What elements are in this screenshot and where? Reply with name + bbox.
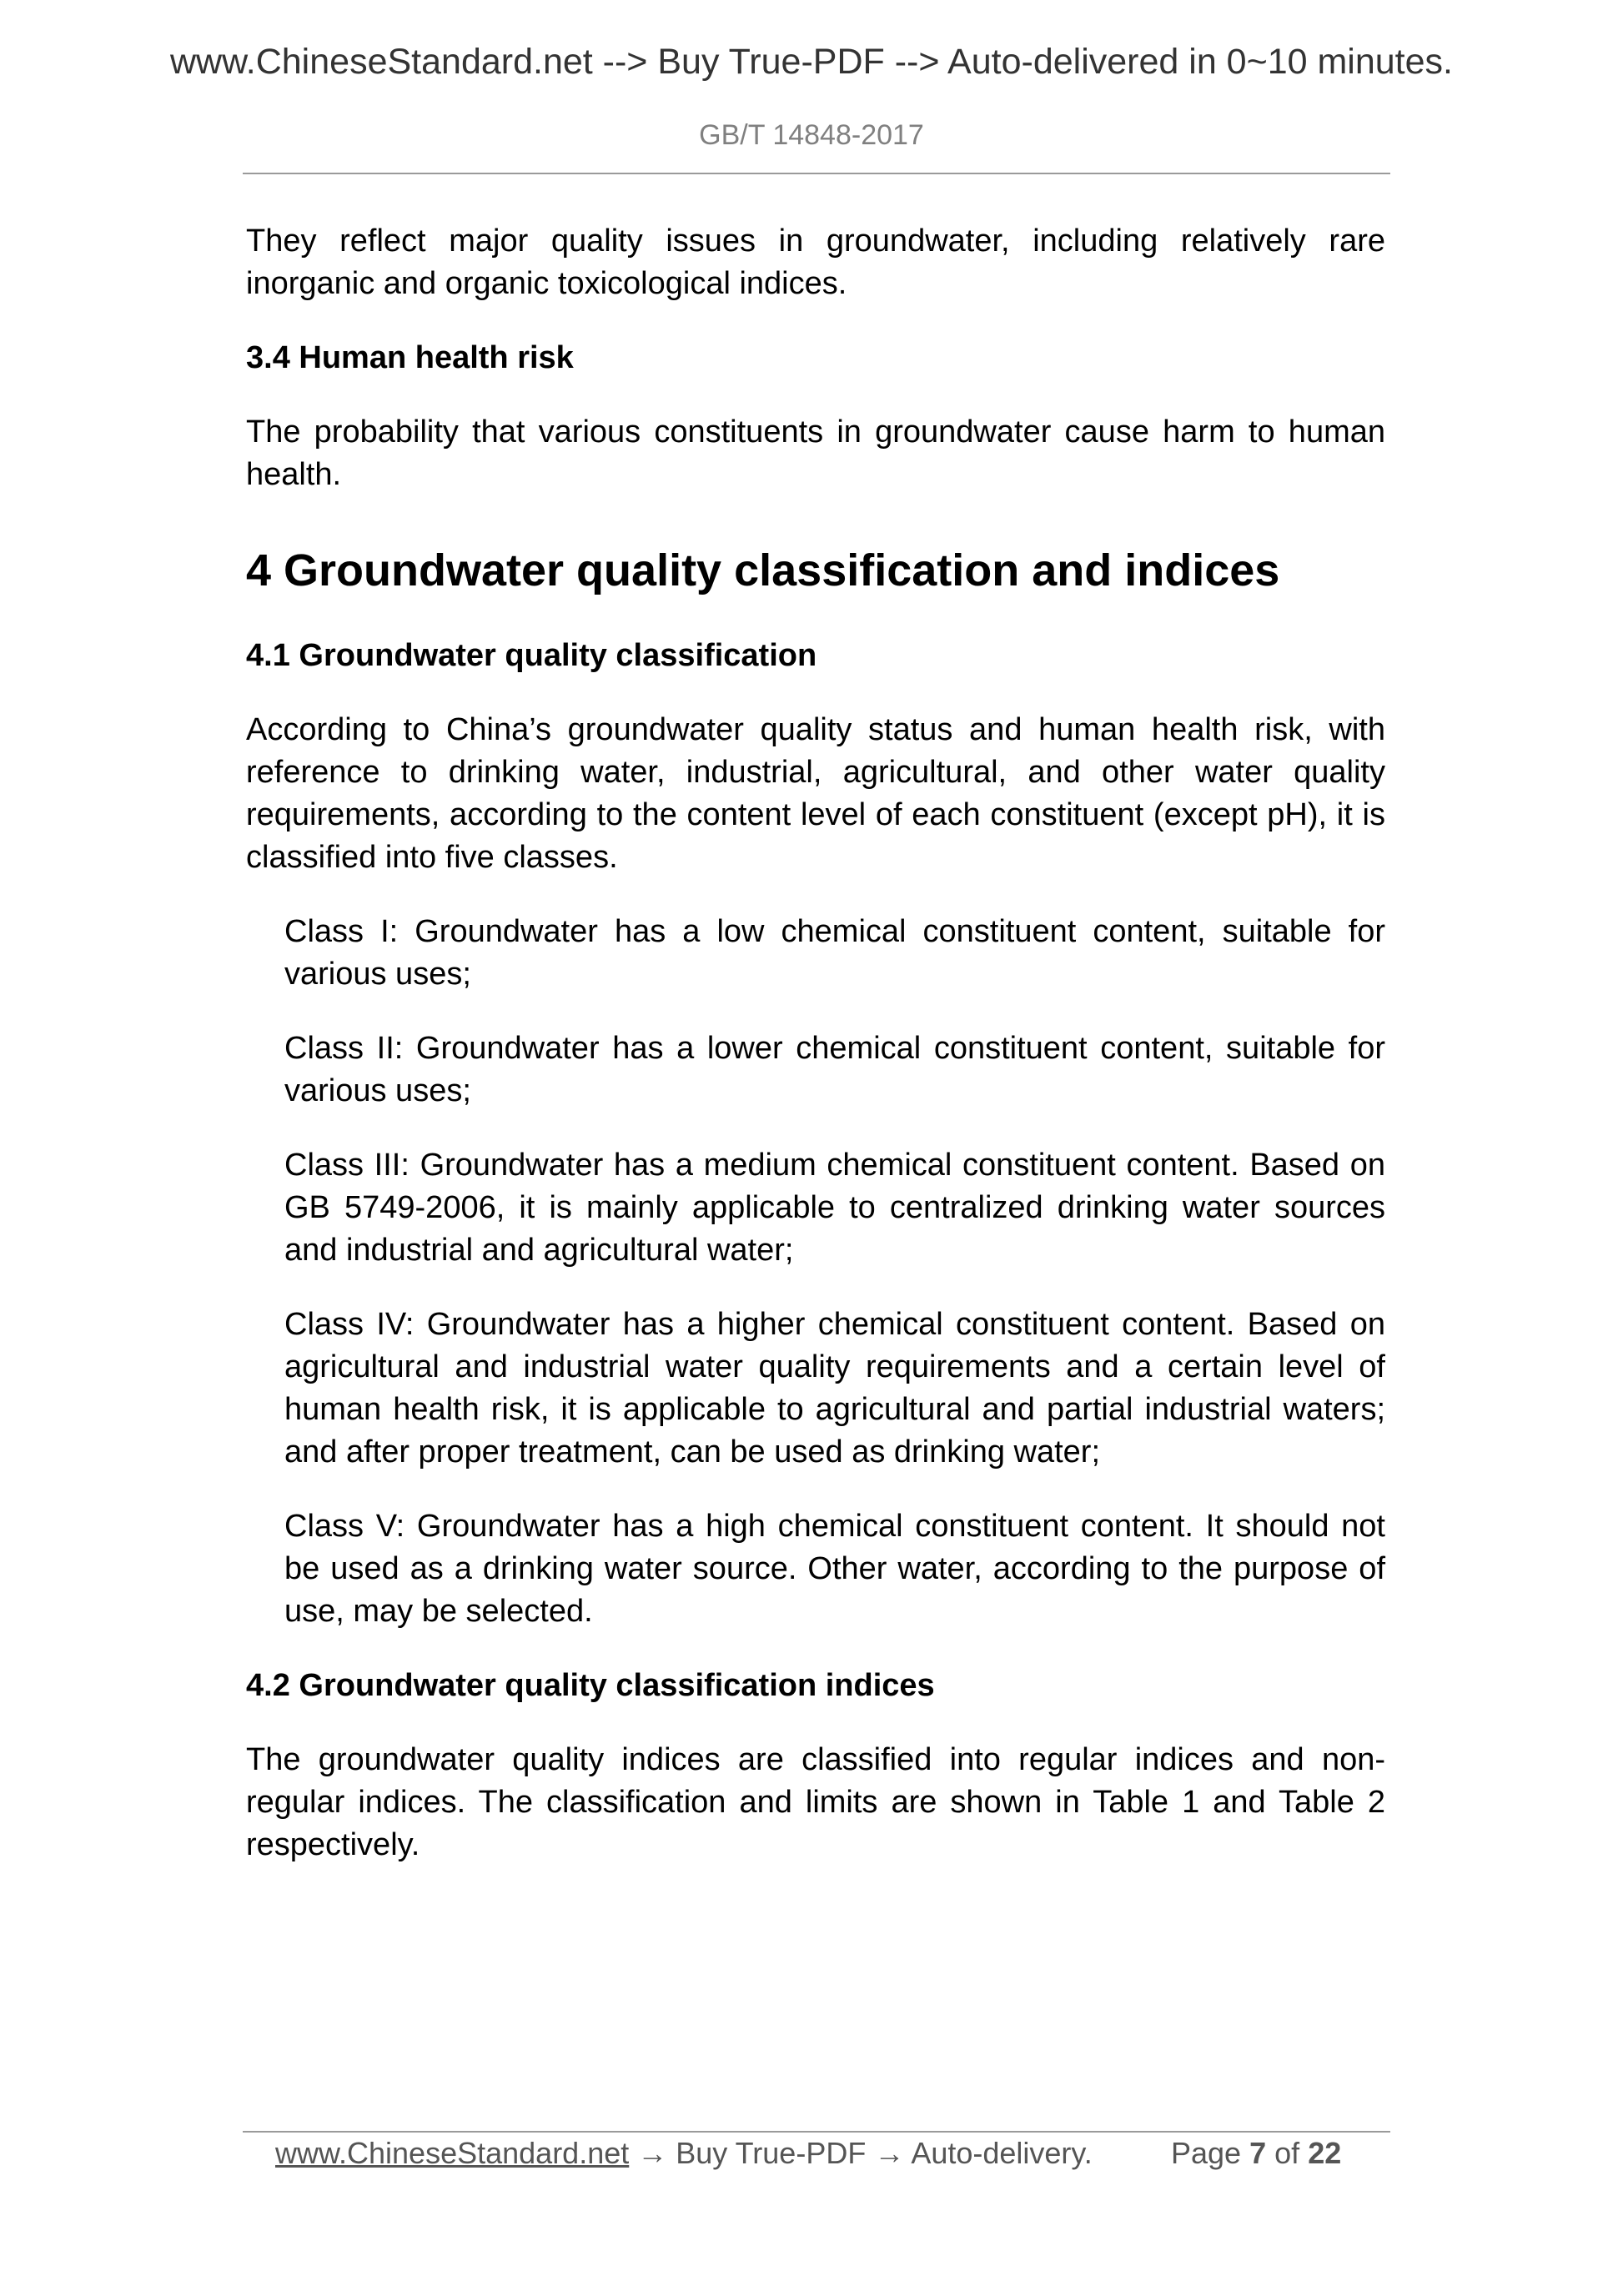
heading-4-2: 4.2 Groundwater quality classification indices [246, 1668, 935, 1703]
page-current: 7 [1249, 2136, 1267, 2170]
class-4-item: Class IV: Groundwater has a higher chemical constituent content. Based on agricultural and industrial water quality requirements and a certain level of human health risk, it is applicable to agricultural and partial industrial waters; and after proper treatment, can be used as drinking water; [284, 1307, 1385, 1470]
page-label: Page [1171, 2136, 1242, 2170]
header-divider [243, 173, 1390, 174]
intro-paragraph: They reflect major quality issues in groundwater, including relatively rare inorganic and organic toxicological indices. [246, 224, 1385, 301]
footer-text: → Buy True-PDF → Auto-delivery. [629, 2136, 1093, 2170]
top-banner: www.ChineseStandard.net --> Buy True-PDF --> Auto-delivered in 0~10 minutes. [169, 42, 1453, 82]
class-5-item: Class V: Groundwater has a high chemical constituent content. It should not be used as a drinking water source. Other water, according to the purpose of use, may be selected. [284, 1509, 1385, 1629]
paragraph-4-2: The groundwater quality indices are classified into regular indices and non-regular indices. The classification and limits are shown in Table 1 and Table 2 respectively. [246, 1742, 1385, 1862]
document-body [246, 220, 1385, 1898]
paragraph-3-4: The probability that various constituents in groundwater cause harm to human health. [246, 414, 1385, 492]
paragraph-4-1: According to China’s groundwater quality status and human health risk, with reference to drinking water, industrial, agricultural, and other water quality requirements, according to the content level of each constituent (except pH), it is classified into five classes. [246, 712, 1385, 875]
class-1-item: Class I: Groundwater has a low chemical constituent content, suitable for various uses; [284, 914, 1385, 992]
page-footer [275, 2136, 1359, 2171]
page-of: of [1274, 2136, 1300, 2170]
standard-number: GB/T 14848-2017 [699, 119, 924, 151]
class-2-item: Class II: Groundwater has a lower chemical constituent content, suitable for various uses; [284, 1031, 1385, 1108]
footer-divider [243, 2131, 1390, 2133]
page-total: 22 [1308, 2136, 1342, 2170]
footer-website-link[interactable]: www.ChineseStandard.net [275, 2136, 630, 2170]
heading-4: 4 Groundwater quality classification and indices [246, 545, 1280, 595]
class-3-item: Class III: Groundwater has a medium chemical constituent content. Based on GB 5749-2006, it is mainly applicable to centralized drinking water sources and industrial and agricultural water; [284, 1148, 1385, 1268]
heading-4-1: 4.1 Groundwater quality classification [246, 638, 817, 673]
page-indicator [1171, 2136, 1341, 2171]
heading-3-4: 3.4 Human health risk [246, 340, 574, 375]
